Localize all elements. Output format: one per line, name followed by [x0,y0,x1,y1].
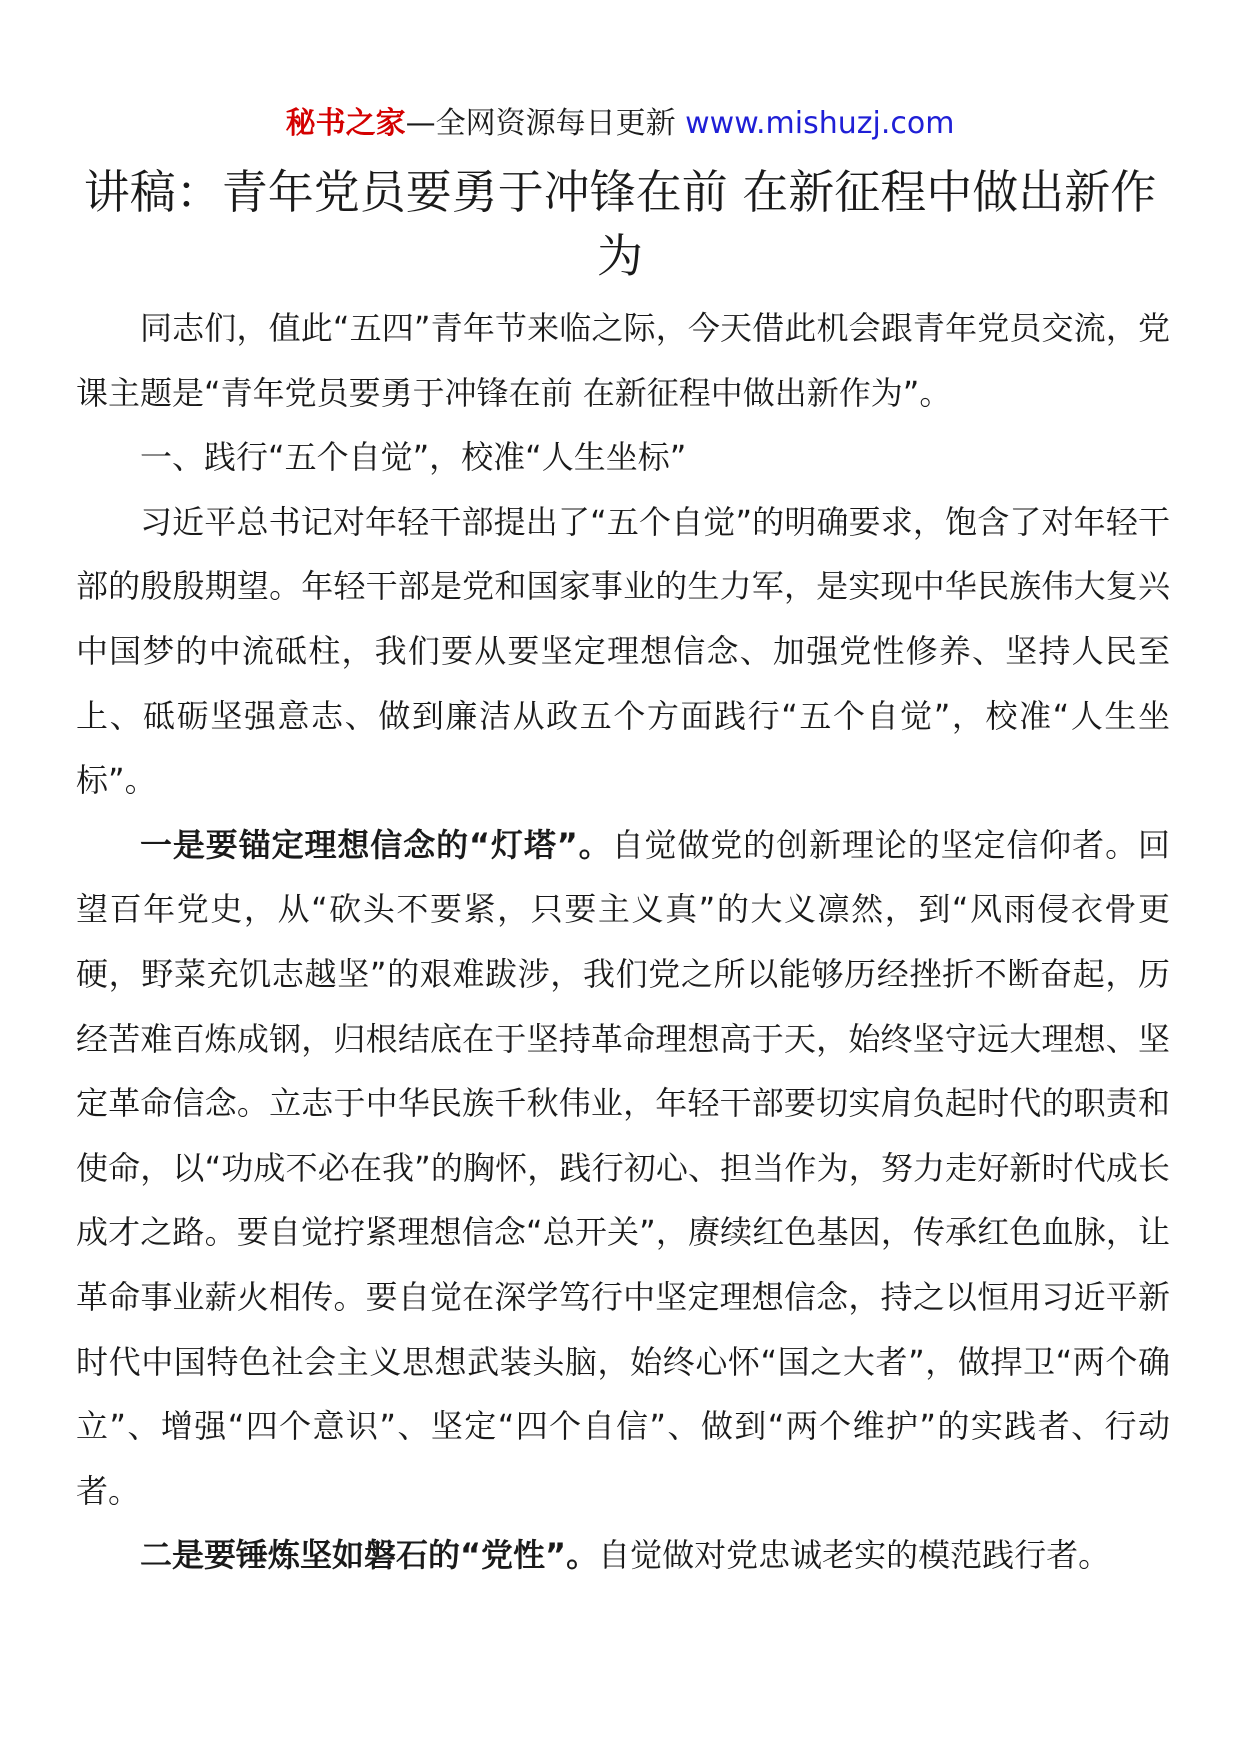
paragraph-text: 同志们，值此“五四”青年节来临之际，今天借此机会跟青年党员交流，党课主题是“青年党员要勇于冲锋在前 在新征程中做出新作为”。 [76,309,1170,412]
document-body [76,296,1170,1588]
document-title: 讲稿：青年党员要勇于冲锋在前 在新征程中做出新作为 [83,165,1157,283]
paragraph-point-two [76,1523,1170,1588]
paragraph-text: 自觉做对党忠诚老实的模范践行者。 [598,1536,1111,1575]
site-header [0,104,1240,144]
paragraph-text: 自觉做党的创新理论的坚定信仰者。回望百年党史，从“砍头不要紧，只要主义真”的大义凛然，到“风雨侵衣骨更硬，野菜充饥志越坚”的艰难跋涉，我们党之所以能够历经挫折不断奋起，历经苦难百炼成钢，归根结底在于坚持革命理想高于天，始终坚守远大理想、坚定革命信念。立志于中华民族千秋伟业，年轻干部要切实肩负起时代的职责和使命，以“功成不必在我”的胸怀，践行初心、担当作为，努力走好新时代成长成才之路。要自觉拧紧理想信念“总开关”，赓续红色基因，传承红色血脉，让革命事业薪火相传。要自觉在深学笃行中坚定理想信念，持之以恒用习近平新时代中国特色社会主义思想武装头脑，始终心怀“国之大者”，做捍卫“两个确立”、增强“四个意识”、坚定“四个自信”、做到“两个维护”的实践者、行动者。 [76,825,1170,1510]
paragraph-lead: 一是要锚定理想信念的“灯塔”。 [140,825,612,864]
paragraph-intro [76,296,1170,425]
paragraph-text: 一、践行“五个自觉”，校准“人生坐标” [140,438,687,477]
site-url[interactable]: www.mishuzj.com [685,106,955,141]
paragraph-point-one [76,813,1170,1524]
paragraph-text: 习近平总书记对年轻干部提出了“五个自觉”的明确要求，饱含了对年轻干部的殷殷期望。年轻干部是党和国家事业的生力军，是实现中华民族伟大复兴中国梦的中流砥柱，我们要从要坚定理想信念、加强党性修养、坚持人民至上、砥砺坚强意志、做到廉洁从政五个方面践行“五个自觉”，校准“人生坐标”。 [76,502,1170,800]
section-heading-1 [76,425,1170,490]
paragraph-lead: 二是要锤炼坚如磐石的“党性”。 [140,1536,599,1575]
site-brand: 秘书之家 [285,106,406,141]
paragraph-five-consciousness [76,490,1170,813]
site-tagline: —全网资源每日更新 [405,106,686,141]
